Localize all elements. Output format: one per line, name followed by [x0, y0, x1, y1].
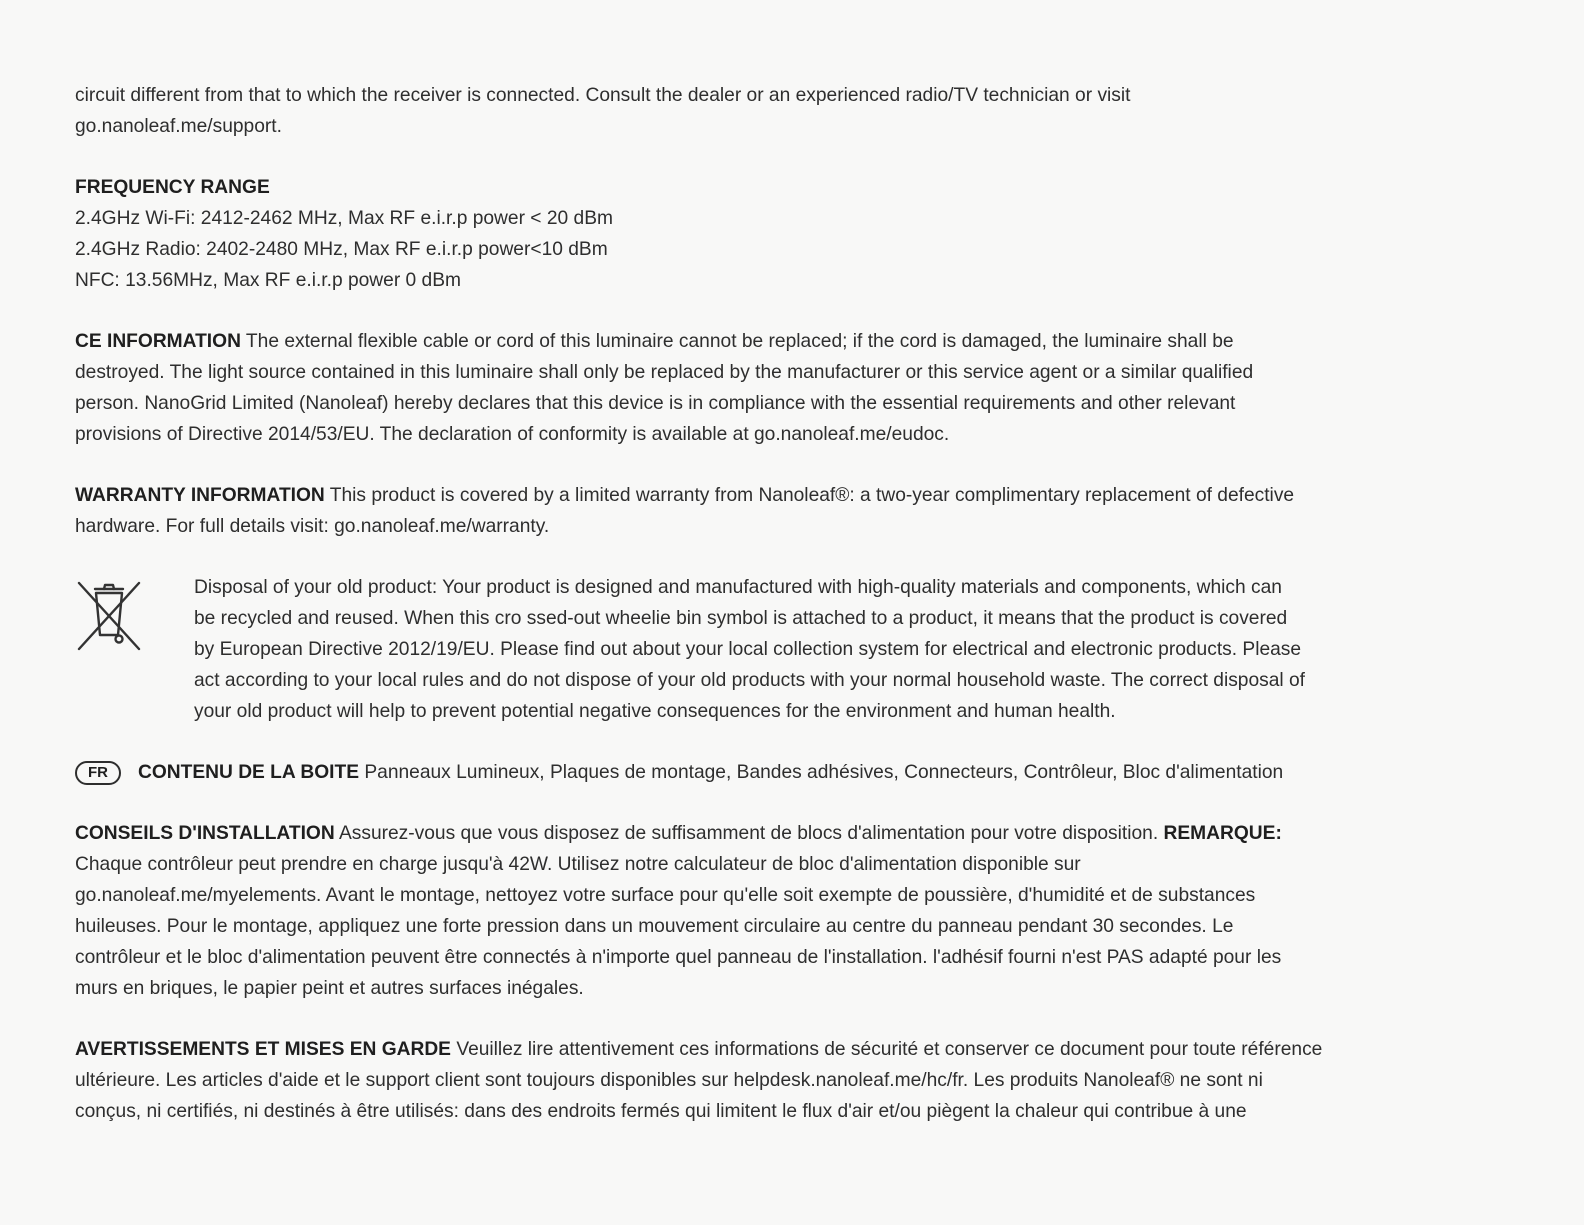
frequency-heading: FREQUENCY RANGE: [75, 177, 270, 198]
fr-warnings-text: conçus, ni certifiés, ni destinés à être utilisés: dans des endroits fermés qui limitent le flux d'air et/ou piègent la chaleur qui contribue à une: [75, 1101, 1247, 1122]
disposal-text: Disposal of your old product: Your product is designed and manufactured with high-quality materials and components, which can: [194, 577, 1282, 598]
fr-contents-heading: CONTENU DE LA BOITE: [138, 762, 360, 783]
ce-text: provisions of Directive 2014/53/EU. The declaration of conformity is available at go.nanoleaf.me/eudoc.: [75, 424, 950, 445]
disposal-text: act according to your local rules and do not dispose of your old products with your normal household waste. The correct disposal of: [194, 670, 1306, 691]
fr-install-text: huileuses. Pour le montage, appliquez une forte pression dans un mouvement circulaire au centre du panneau pendant 30 secondes. Le: [75, 916, 1234, 937]
ce-heading: CE INFORMATION: [75, 331, 241, 352]
language-badge-fr: FR: [75, 761, 121, 785]
frequency-line: 2.4GHz Radio: 2402-2480 MHz, Max RF e.i.r.p power<10 dBm: [75, 239, 608, 260]
disposal-text: be recycled and reused. When this cro ssed-out wheelie bin symbol is attached to a product, it means that the product is covered: [194, 608, 1288, 629]
intro-paragraph: [75, 80, 1550, 142]
warranty-text: hardware. For full details visit: go.nanoleaf.me/warranty.: [75, 516, 550, 537]
fr-contents-text: Panneaux Lumineux, Plaques de montage, Bandes adhésives, Connecteurs, Contrôleur, Bloc d'alimentation: [364, 762, 1284, 783]
fr-install-text: go.nanoleaf.me/myelements. Avant le montage, nettoyez votre surface pour qu'elle soit exempte de poussière, d'humidité et de substances: [75, 885, 1256, 906]
fr-install-note: REMARQUE:: [1163, 823, 1282, 844]
ce-text: person. NanoGrid Limited (Nanoleaf) hereby declares that this device is in compliance with the essential requirements and other relevant: [75, 393, 1236, 414]
disposal-text: by European Directive 2012/19/EU. Please find out about your local collection system for electrical and electronic products. Please: [194, 639, 1302, 660]
fr-warnings-section: [75, 1034, 1550, 1127]
ce-text: The external flexible cable or cord of this luminaire cannot be replaced; if the cord is damaged, the luminaire shall be: [245, 331, 1234, 352]
fr-warnings-heading: AVERTISSEMENTS ET MISES EN GARDE: [75, 1039, 451, 1060]
disposal-text: your old product will help to prevent potential negative consequences for the environment and human health.: [194, 701, 1116, 722]
frequency-section: [75, 172, 1550, 296]
fr-install-text: Assurez-vous que vous disposez de suffisamment de blocs d'alimentation pour votre disposition.: [338, 823, 1159, 844]
frequency-line: 2.4GHz Wi-Fi: 2412-2462 MHz, Max RF e.i.r.p power < 20 dBm: [75, 208, 613, 229]
fr-contents-section: [75, 757, 1550, 788]
warranty-text: This product is covered by a limited warranty from Nanoleaf®: a two-year complimentary replacement of defective: [329, 485, 1295, 506]
fr-install-heading: CONSEILS D'INSTALLATION: [75, 823, 335, 844]
warranty-heading: WARRANTY INFORMATION: [75, 485, 325, 506]
fr-warnings-text: Veuillez lire attentivement ces informations de sécurité et conserver ce document pour toute référence: [456, 1039, 1323, 1060]
fr-warnings-text: ultérieure. Les articles d'aide et le support client sont toujours disponibles sur helpdesk.nanoleaf.me/hc/fr. Les produits Nanoleaf® ne sont ni: [75, 1070, 1263, 1091]
fr-install-text: murs en briques, le papier peint et autres surfaces inégales.: [75, 978, 584, 999]
ce-text: destroyed. The light source contained in this luminaire shall only be replaced by the manufacturer or this service agent or a similar qualified: [75, 362, 1254, 383]
crossed-out-wheelie-bin-icon: [75, 580, 143, 652]
intro-line: circuit different from that to which the receiver is connected. Consult the dealer or an experienced radio/TV technician or visit: [75, 85, 1131, 106]
document-page: [75, 80, 1550, 1127]
fr-install-text: contrôleur et le bloc d'alimentation peuvent être connectés à n'importe quel panneau de l'installation. l'adhésif fourni n'est PAS adapté pour les: [75, 947, 1282, 968]
warranty-section: [75, 480, 1550, 542]
support-link-text: go.nanoleaf.me/support.: [75, 116, 282, 137]
fr-install-text: Chaque contrôleur peut prendre en charge jusqu'à 42W. Utilisez notre calculateur de bloc d'alimentation disponible sur: [75, 854, 1081, 875]
ce-section: [75, 326, 1550, 450]
disposal-section: [75, 572, 1550, 727]
frequency-line: NFC: 13.56MHz, Max RF e.i.r.p power 0 dBm: [75, 270, 461, 291]
fr-install-section: [75, 818, 1550, 1004]
